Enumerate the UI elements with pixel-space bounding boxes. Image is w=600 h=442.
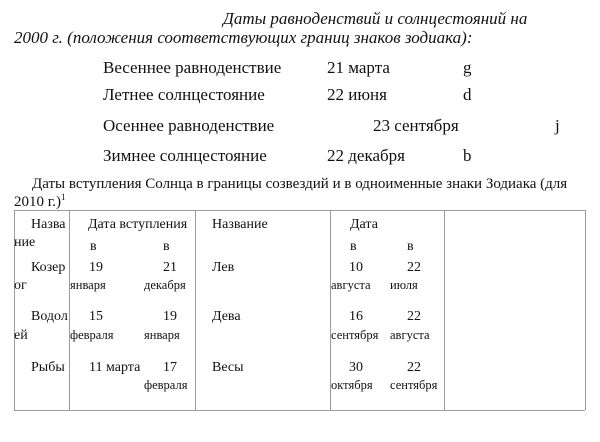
constellation-name-part-2: ог bbox=[14, 278, 27, 293]
table-top-border bbox=[14, 210, 585, 211]
entry-day: 17 bbox=[163, 360, 177, 375]
event-name: Осеннее равноденствие bbox=[103, 116, 275, 135]
header-sub-in: в bbox=[90, 239, 97, 254]
event-date: 23 сентября bbox=[373, 116, 459, 135]
entry-day: 15 bbox=[89, 309, 103, 324]
sign-day: 10 bbox=[349, 260, 363, 275]
event-date: 22 июня bbox=[327, 85, 387, 104]
constellation-name-part-1: Рыбы bbox=[31, 360, 65, 375]
event-name: Летнее солнцестояние bbox=[103, 85, 265, 104]
header-entry-date: Дата вступления bbox=[88, 217, 188, 232]
sign-day: 22 bbox=[407, 360, 421, 375]
header-sub-in: в bbox=[407, 239, 414, 254]
table-caption-line-1: Даты вступления Солнца в границы созвездий и в одноименные знаки Зодиака (для bbox=[32, 176, 568, 192]
column-divider bbox=[195, 210, 196, 410]
table-bottom-border bbox=[14, 410, 585, 411]
header-name-part-1: Назва bbox=[31, 217, 66, 232]
sign-day: 16 bbox=[349, 309, 363, 324]
table-right-border bbox=[585, 210, 586, 410]
sign-day: 22 bbox=[407, 309, 421, 324]
event-name: Зимнее солнцестояние bbox=[103, 146, 267, 165]
event-symbol: j bbox=[555, 116, 560, 135]
sign-month: июля bbox=[390, 278, 418, 292]
sign-day: 22 bbox=[407, 260, 421, 275]
header-name-part-2: ние bbox=[14, 235, 36, 250]
sign-name: Лев bbox=[212, 260, 235, 275]
sign-month: октября bbox=[331, 378, 373, 392]
header-date: Дата bbox=[350, 217, 378, 232]
sign-month: августа bbox=[390, 328, 430, 342]
entry-month: декабря bbox=[144, 278, 186, 292]
constellation-name-part-2: ей bbox=[14, 328, 28, 343]
constellation-name-part-1: Козер bbox=[31, 260, 66, 275]
header-sign-name: Название bbox=[212, 217, 268, 232]
event-name: Весеннее равноденствие bbox=[103, 58, 282, 77]
event-date: 22 декабря bbox=[327, 146, 405, 165]
header-sub-in: в bbox=[350, 239, 357, 254]
column-divider bbox=[69, 210, 70, 410]
sign-name: Дева bbox=[212, 309, 241, 324]
sign-month: сентября bbox=[390, 378, 438, 392]
entry-month: января bbox=[144, 328, 180, 342]
event-symbol: b bbox=[463, 146, 472, 165]
sign-name: Весы bbox=[212, 360, 244, 375]
header-sub-in: в bbox=[163, 239, 170, 254]
sign-month: августа bbox=[331, 278, 371, 292]
entry-day: 21 bbox=[163, 260, 177, 275]
entry-month: января bbox=[70, 278, 106, 292]
table-caption-line-2: 2010 г.)$^1$ bbox=[14, 192, 66, 210]
constellation-name-part-1: Водол bbox=[31, 309, 68, 324]
entry-month: февраля bbox=[144, 378, 188, 392]
heading-line-1: Даты равноденствий и солнцестояний на bbox=[223, 9, 528, 28]
event-symbol: d bbox=[463, 85, 472, 104]
entry-day: 19 bbox=[89, 260, 103, 275]
column-divider bbox=[444, 210, 445, 410]
entry-day: 19 bbox=[163, 309, 177, 324]
sign-month: сентября bbox=[331, 328, 379, 342]
event-symbol: g bbox=[463, 58, 472, 77]
event-date: 21 марта bbox=[327, 58, 390, 77]
entry-day: 11 марта bbox=[89, 360, 141, 375]
footnote-mark: 1 bbox=[60, 192, 66, 202]
entry-month: февраля bbox=[70, 328, 114, 342]
heading-line-2: 2000 г. (положения соответствующих границ знаков зодиака): bbox=[14, 28, 473, 47]
sign-day: 30 bbox=[349, 360, 363, 375]
